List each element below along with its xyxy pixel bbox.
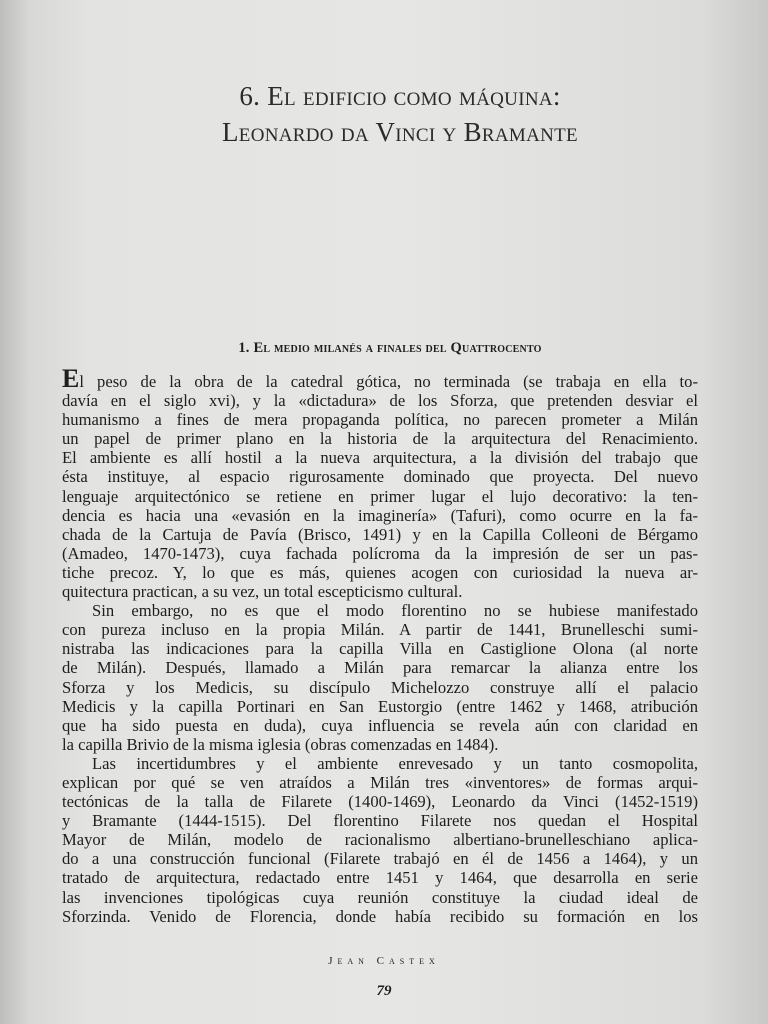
text-line: las invenciones tipológicas cuya reunión constituye la ciudad ideal de — [62, 887, 698, 907]
paragraph-1 — [62, 364, 698, 602]
text-line: El ambiente es allí hostil a la nueva arquitectura, a la división del trabajo que — [62, 448, 698, 468]
paragraph-3 — [62, 754, 698, 926]
text-line: quitectura practican, a su vez, un total escepticismo cultural. — [62, 582, 463, 602]
running-footer-author: Jean Castex — [328, 955, 440, 967]
text-line: tratado de arquitectura, redactado entre 1451 y 1464, que desarrolla en serie — [62, 868, 698, 888]
text-line: lenguaje arquitectónico se retiene en primer lugar el lujo decorativo: la ten- — [62, 486, 698, 506]
text-line: explican por qué se ven atraídos a Milán tres «inventores» de formas arqui- — [62, 772, 698, 792]
text-line: dencia es hacia una «evasión en la imaginería» (Tafuri), como ocurre en la fa- — [62, 505, 698, 525]
text-line: de Milán). Después, llamado a Milán para remarcar la alianza entre los — [62, 658, 698, 678]
text-line: Medicis y la capilla Portinari en San Eustorgio (entre 1462 y 1468, atribución — [62, 696, 698, 716]
text-line: Sforzinda. Venido de Florencia, donde había recibido su formación en los — [62, 906, 698, 926]
text-line: chada de la Cartuja de Pavía (Brisco, 1491) y en la Capilla Colleoni de Bérgamo — [62, 524, 698, 544]
page-number: 79 — [376, 983, 392, 999]
text-line: tiche precoz. Y, lo que es más, quienes acogen con curiosidad la nueva ar- — [62, 562, 698, 582]
text-line: que ha sido puesta en duda), cuya influencia se revela aún con claridad en — [62, 715, 698, 735]
body-text — [62, 364, 698, 926]
text-line: El peso de la obra de la catedral gótica, no terminada (se trabaja en ella to- — [62, 364, 698, 393]
text-line: Las incertidumbres y el ambiente enrevesado y un tanto cosmopolita, — [92, 753, 698, 773]
text-line: y Bramante (1444-1515). Del florentino Filarete nos quedan el Hospital — [62, 811, 698, 831]
text-line: la capilla Brivio de la misma iglesia (obras comenzadas en 1484). — [62, 734, 499, 754]
section-heading: 1. El medio milanés a finales del Quattrocento — [238, 340, 542, 356]
text-line: davía en el siglo xvi), y la «dictadura» de los Sforza, que pretenden desviar el — [62, 391, 698, 411]
drop-cap: E — [62, 364, 80, 393]
text-line: con pureza incluso en la propia Milán. A partir de 1441, Brunelleschi sumi- — [62, 620, 698, 640]
text-line: tectónicas de la talla de Filarete (1400-1469), Leonardo da Vinci (1452-1519) — [62, 792, 698, 812]
chapter-title-line-2: Leonardo da Vinci y Bramante — [222, 117, 578, 147]
text-line: Sin embargo, no es que el modo florentino no se hubiese manifestado — [92, 601, 698, 621]
text-line: (Amadeo, 1470-1473), cuya fachada polícroma da la impresión de ser un pas- — [62, 543, 698, 563]
text-line: un papel de primer plano en la historia de la arquitectura del Renacimiento. — [62, 429, 698, 449]
text-line: ésta instituye, al espacio rigurosamente dominado que proyecta. Del nuevo — [62, 467, 698, 487]
chapter-title-line-1: 6. El edificio como máquina: — [239, 81, 561, 111]
chapter-title — [120, 78, 680, 150]
text-line: nistraba las indicaciones para la capilla Villa en Castiglione Olona (al norte — [62, 639, 698, 659]
text-line: Sforza y los Medicis, su discípulo Michelozzo construye allí el palacio — [62, 677, 698, 697]
paragraph-2 — [62, 601, 698, 754]
text-line: do a una construcción funcional (Filarete trabajó en él de 1456 a 1464), y un — [62, 849, 698, 869]
text-line: Mayor de Milán, modelo de racionalismo albertiano-brunelleschiano aplica- — [62, 830, 698, 850]
text-line: humanismo a fines de mera propaganda política, no parecen prometer a Milán — [62, 410, 698, 430]
